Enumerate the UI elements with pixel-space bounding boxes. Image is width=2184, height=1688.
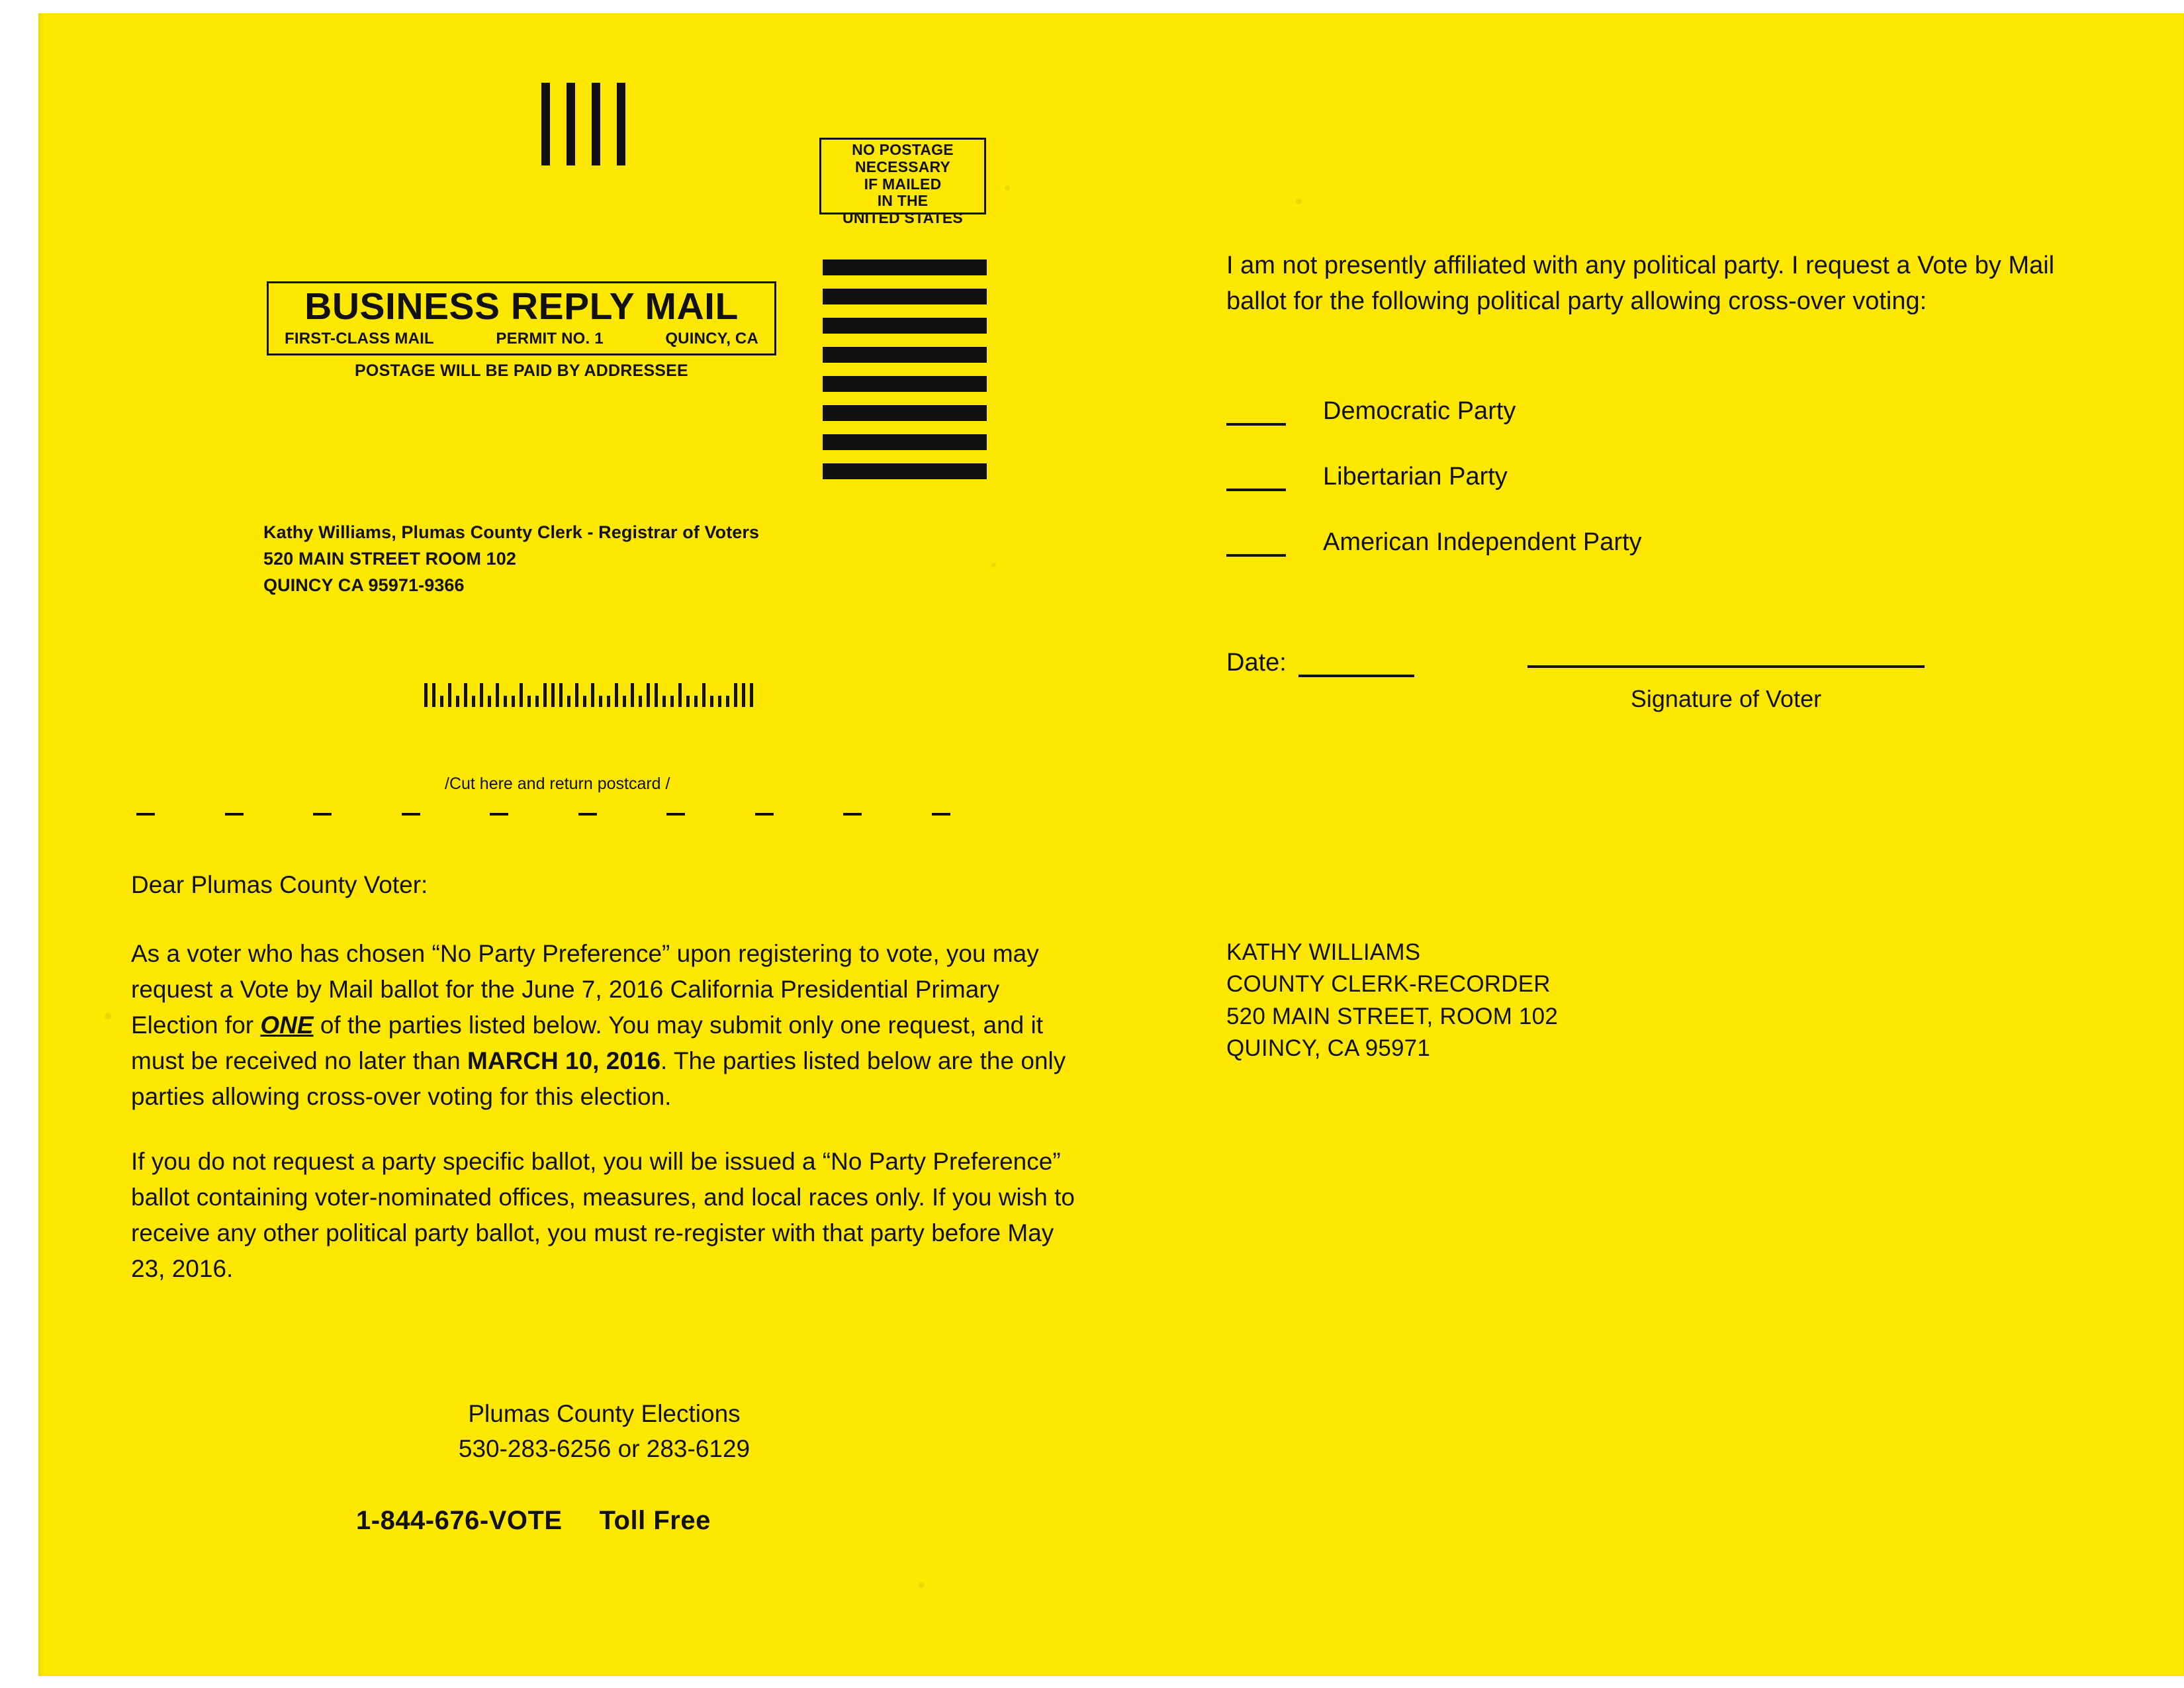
- mailing-address-line-1: Kathy Williams, Plumas County Clerk - Registrar of Voters: [263, 522, 760, 542]
- return-address-line-4: QUINCY, CA 95971: [1226, 1035, 1430, 1061]
- letter-signoff: [131, 1397, 1077, 1466]
- affidavit-statement: I am not presently affiliated with any political party. I request a Vote by Mail ballot for the following political party allowing cross-over voting:: [1226, 252, 2055, 315]
- scan-speckle: [1005, 185, 1010, 191]
- mailing-address-line-3: QUINCY CA 95971-9366: [263, 575, 465, 595]
- date-field-row[interactable]: [1226, 649, 2113, 677]
- facing-identification-mark-barcode: [541, 83, 651, 165]
- mailing-address-block: [263, 520, 759, 599]
- scan-speckle: [105, 1013, 111, 1019]
- permit-city-label: QUINCY, CA: [665, 330, 758, 348]
- no-postage-line-3: IF MAILED: [864, 175, 942, 193]
- postage-paid-note: POSTAGE WILL BE PAID BY ADDRESSEE: [355, 361, 688, 381]
- party-checkbox-blank[interactable]: [1226, 403, 1286, 426]
- party-option-democratic[interactable]: [1226, 397, 2113, 426]
- party-label: Libertarian Party: [1323, 463, 1508, 491]
- party-option-american-independent[interactable]: [1226, 528, 2113, 557]
- toll-free-line: [356, 1506, 711, 1536]
- yellow-postcard: [38, 13, 2184, 1676]
- return-address-line-1: KATHY WILLIAMS: [1226, 939, 1421, 965]
- party-checkbox-blank[interactable]: [1226, 534, 1286, 557]
- toll-free-label: Toll Free: [599, 1506, 711, 1535]
- business-reply-mail-title: BUSINESS REPLY MAIL: [304, 285, 739, 328]
- date-label: Date:: [1226, 649, 1287, 677]
- postnet-barcode: [424, 680, 753, 707]
- no-postage-line-5: UNITED STATES: [842, 209, 963, 226]
- date-input-blank[interactable]: [1298, 655, 1414, 677]
- elections-office-phone: 530-283-6256 or 283-6129: [458, 1434, 751, 1462]
- party-option-libertarian[interactable]: [1226, 463, 2113, 491]
- letter-body: [131, 867, 1077, 1316]
- business-reply-mail-details: [269, 330, 774, 348]
- letter-paragraph-1: [131, 936, 1077, 1115]
- signature-input-blank[interactable]: [1527, 665, 1925, 668]
- elections-office-name: Plumas County Elections: [468, 1400, 741, 1427]
- letter-paragraph-2: If you do not request a party specific ballot, you will be issued a “No Party Preference” ballot containing voter-nominated offices, measures, and local races only. If you wish to receive any other political party ballot, you must re-register with that party before May 23, 2016.: [131, 1148, 1075, 1283]
- letter-salutation: Dear Plumas County Voter:: [131, 871, 428, 898]
- letter-one-emphasis: ONE: [260, 1011, 314, 1039]
- return-address-line-3: 520 MAIN STREET, ROOM 102: [1226, 1003, 1558, 1029]
- party-checkbox-blank[interactable]: [1226, 469, 1286, 491]
- letter-paragraph-1-part-1: As a voter who has chosen “No Party Preference” upon registering to vote, you may request a Vote by Mail ballot for the June 7, 2016 California Presidential Primary Election for: [131, 940, 1039, 1039]
- cut-here-instruction: /Cut here and return postcard /: [445, 774, 670, 793]
- letter-paragraph-1-part-2: of the parties listed below. You may submit only one request, and it must be received no later than: [131, 1011, 1044, 1075]
- cut-here-dashed-line: [136, 813, 950, 816]
- party-label: American Independent Party: [1323, 528, 1642, 556]
- scan-speckle: [1296, 199, 1302, 205]
- toll-free-number: 1-844-676-VOTE: [356, 1506, 563, 1535]
- no-postage-necessary-box: [819, 138, 986, 226]
- business-reply-mail-box: [267, 281, 776, 355]
- scan-speckle: [919, 1582, 925, 1588]
- return-address-block: [1226, 937, 1558, 1064]
- business-reply-mail-block: [267, 281, 776, 381]
- permit-number-label: PERMIT NO. 1: [496, 330, 604, 348]
- no-postage-line-1: NO POSTAGE: [852, 141, 954, 158]
- return-address-line-2: COUNTY CLERK-RECORDER: [1226, 971, 1551, 998]
- no-postage-line-2: NECESSARY: [854, 158, 951, 175]
- mailing-address-line-2: 520 MAIN STREET ROOM 102: [263, 548, 516, 569]
- business-reply-horizontal-bars: [823, 259, 987, 502]
- party-selection-list: [1226, 397, 2113, 594]
- letter-deadline-date: MARCH 10, 2016: [467, 1047, 661, 1075]
- signature-label: Signature of Voter: [1630, 685, 1822, 712]
- party-label: Democratic Party: [1323, 397, 1516, 425]
- no-postage-line-4: IN THE: [877, 192, 929, 210]
- mail-class-label: FIRST-CLASS MAIL: [285, 330, 434, 348]
- letter-paragraph-1-part-3: . The parties listed below are the only parties allowing cross-over voting for this election.: [131, 1047, 1066, 1111]
- scan-speckle: [991, 563, 996, 567]
